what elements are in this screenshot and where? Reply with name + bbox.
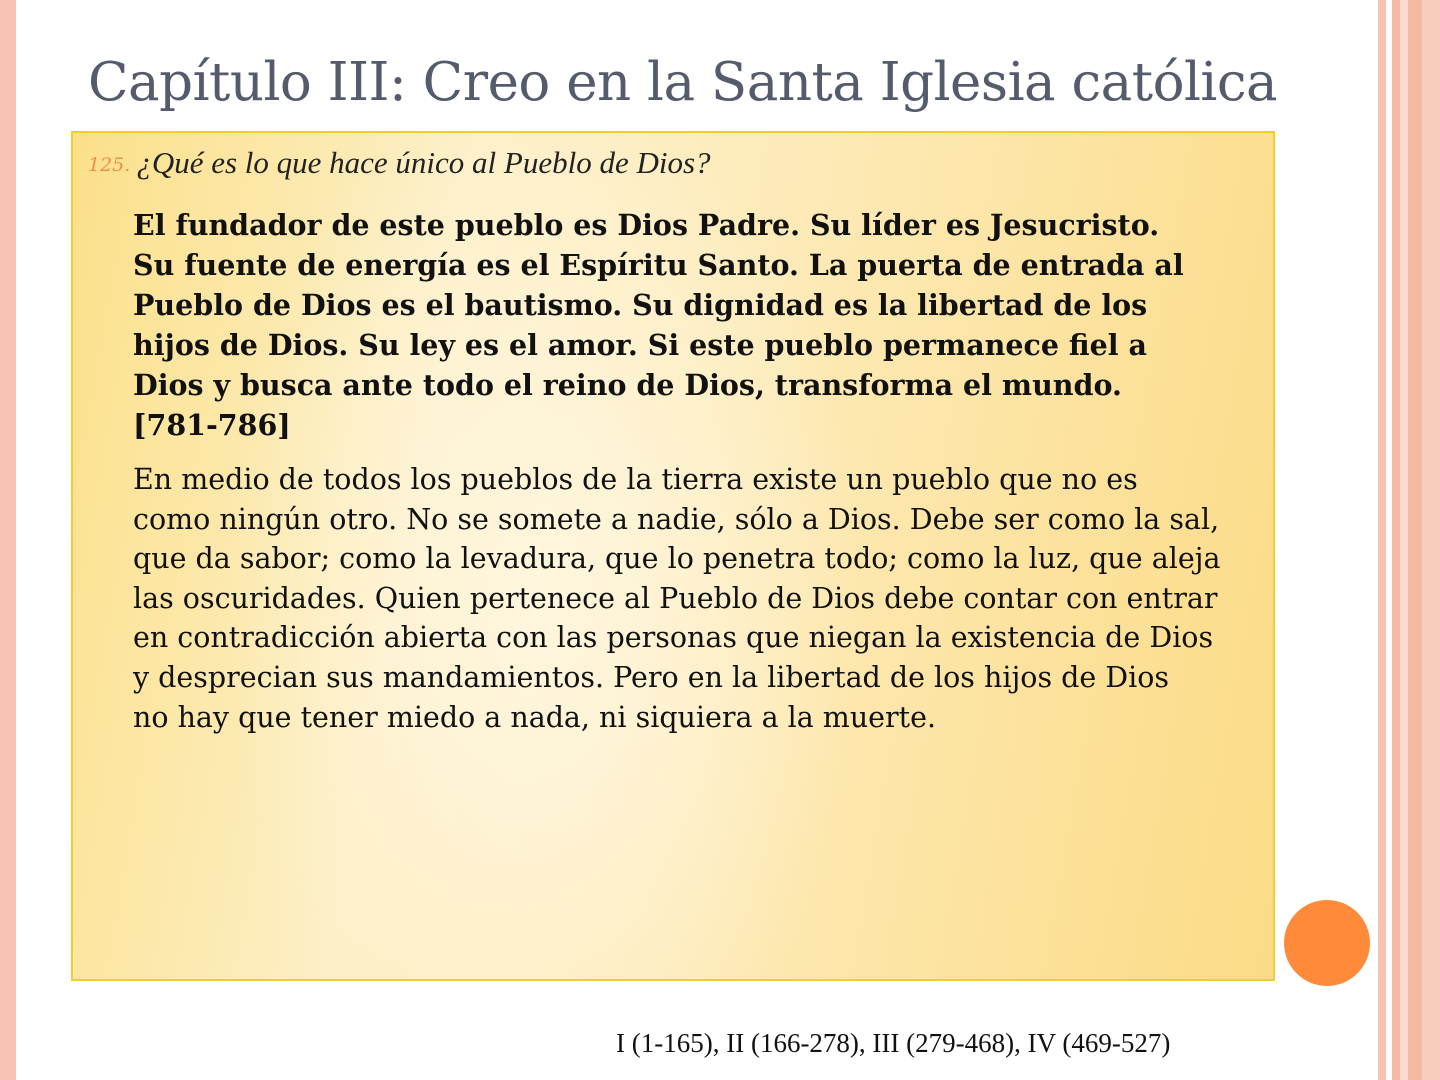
slide-title: Capítulo III: Creo en la Santa Iglesia católica (88, 52, 1278, 113)
left-edge-stripe (0, 0, 16, 1080)
explanation-text: En medio de todos los pueblos de la tierra existe un pueblo que no es como ningún otro. No se somete a nadie, sólo a Dios. Debe ser como la sal, que da sabor; como la levadura, que lo penetra todo; como la luz, que aleja las oscuridades. Quien pertenece al Pueblo de Dios debe contar con entrar en contradicción abierta con las personas que niegan la existencia de Dios y desprecian sus mandamientos. Pero en la libertad de los hijos de Dios no hay que tener miedo a nada, ni siquiera a la muerte. (133, 463, 1221, 734)
question-number: 125. (88, 154, 131, 176)
question-line (88, 145, 711, 181)
accent-circle (1284, 900, 1370, 986)
footer-section-ranges: I (1-165), II (166-278), III (279-468), IV (469-527) (616, 1028, 1171, 1058)
content-panel (71, 131, 1275, 981)
answer-text: El fundador de este pueblo es Dios Padre. Su líder es Jesucristo. Su fuente de energía es el Espíritu Santo. La puerta de entrada al Pueblo de Dios es el bautismo. Su dignidad es la libertad de los hijos de Dios. Su ley es el amor. Si este pueblo permanece fiel a Dios y busca ante todo el reino de Dios, transforma el mundo. [781-786] (133, 208, 1184, 442)
right-decorative-stripes (1372, 0, 1440, 1080)
question-text: ¿Qué es lo que hace único al Pueblo de Dios? (136, 145, 711, 180)
